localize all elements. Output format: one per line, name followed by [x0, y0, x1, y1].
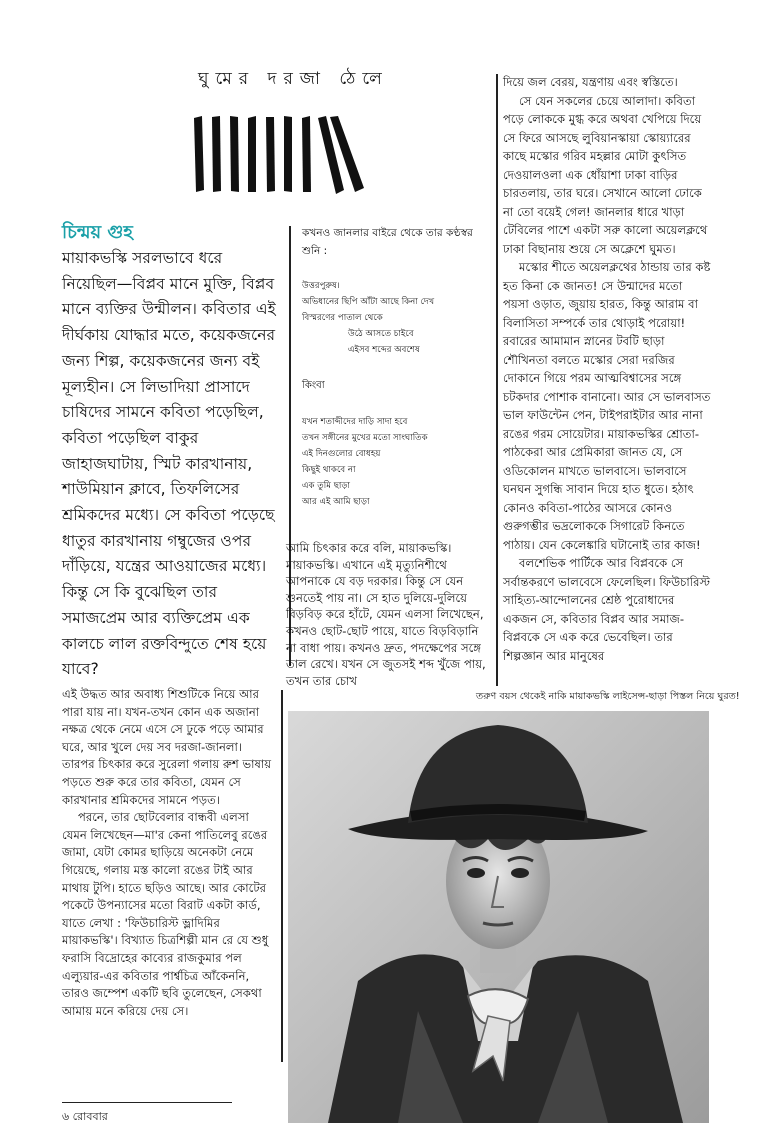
portrait-photo: [288, 711, 709, 1123]
column2-body: আমি চিৎকার করে বলি, মায়াকভস্কি। মায়াকভস্কি। এখানে এই মৃত্যুনিশীথে আপনাকে যে বড় দরকার। কিন্তু সে যেন শুনতেই পায় না। সে হাত দুলিয়ে-দুলিয়ে বিড়বিড় করে হাঁটে, যেমন এলসা লিখেছেন, কখনও ছোট-ছোট পায়ে, যাতে বিড়বিড়ানি না বাধা পায়। কখনও দ্রুত, পদক্ষেপের সঙ্গে তাল রেখে। যখন সে জুতসই শব্দ খুঁজে পায়, তখন তার চোখ: [286, 541, 486, 688]
poem-line: এক তুমি ছাড়া: [302, 481, 351, 491]
photo-caption: তরুণ বয়স থেকেই নাকি মায়াকভস্কি লাইসেন্স-ছাড়া পিস্তল নিয়ে ঘুরত!: [476, 691, 740, 702]
column-rule-middle: [496, 74, 498, 686]
poem-line: এই দিনগুলোর বোধহয়: [302, 449, 381, 459]
paragraph: দিয়ে জল বেরয়, যন্ত্রণায় এবং স্বস্তিতে।: [503, 75, 678, 89]
paragraph: পরনে, তার ছোটবেলার বান্ধবী এলসা যেমন লিখেছেন—মা'র কেনা পাতিলেবু রঙের জামা, যেটা কোমর ছাড়িয়ে অনেকটা নেমে গিয়েছে, গলায় মস্ত কালো রঙের টাই আর মাথায় টুপি। হাতে ছড়িও আছে। আর কোটের পকেটে উপন্যাসের মতো বিরাট একটা কার্ড, যাতে লেখা : 'ফিউচারিস্ট ভ্লাদিমির মায়াকভস্কি'। বিখ্যাত চিত্রশিল্পী মান রে যে শুধু ফরাসি বিদ্রোহের কাব্যের রাজকুমার পল এল্যুয়ার-এর কবিতার পার্শ্বচিত্র আঁকেননি, তারও জম্পেশ একটি ছবি তুলেছেন, সেকথা আমায় মনে করিয়ে দেয় সে।: [62, 810, 269, 1018]
paragraph: এই উদ্ধত আর অবাধ্য শিশুটিকে নিয়ে আর পারা যায় না। যখন-তখন কোন এক অজানা নক্ষত্র থেকে নেমে এসে সে ঢুকে পড়ে আমার ঘরে, আর খুলে দেয় সব দরজা-জানলা। তারপর চিৎকার করে সুরেলা গলায় রুশ ভাষায় পড়তে শুরু করে তার কবিতা, যেমন সে কারখানার শ্রমিকদের সামনে পড়ত।: [62, 687, 272, 807]
poem-line: তখন সঙ্গীনের মুখের মতো সাংঘাতিক: [302, 433, 428, 443]
poem-one: [302, 278, 434, 358]
lead-paragraph: মায়াকভস্কি সরলভাবে ধরে নিয়েছিল—বিপ্লব মানে মুক্তি, বিপ্লব মানে ব্যক্তির উন্মীলন। কবিতার এই দীর্ঘকায় যোদ্ধার মতে, কয়েকজনের জন্য শিল্প, কয়েকজনের জন্য বই মূল্যহীন। সে লিভাদিয়া প্রাসাদে চাষিদের সামনে কবিতা পড়েছিল, কবিতা পড়েছিল বাকুর জাহাজঘাটায়, স্মিট কারখানায়, শাউমিয়ান ক্লাবে, তিফলিসের শ্রমিকদের মধ্যে। সে কবিতা পড়েছে ধাতুর কারখানায় গম্বুজের ওপর দাঁড়িয়ে, যন্ত্রের আওয়াজের মধ্যে। কিন্তু সে কি বুঝেছিল তার সমাজপ্রেম আর ব্যক্তিপ্রেম এক কালচে লাল রক্তবিন্দুতে শেষ হয়ে যাবে?: [62, 249, 276, 679]
author-name: চিন্ময় গুহ: [62, 222, 133, 243]
column1-text: [62, 686, 276, 1020]
column3-text: [503, 73, 711, 665]
paragraph: মস্কোর শীতে অয়েলক্লথের ঠান্ডায় তার কষ্ট হত কিনা কে জানত! সে উন্মাদের মতো পয়সা ওড়াত, জুয়ায় হারত, কিন্তু আরাম বা বিলাসিতা সম্পর্কে তার থোড়াই পরোয়া! রবারের আমামান স্নানের টবটি ছাড়া শৌখিনতা বলতে মস্কোর সেরা দরজির দোকানে গিয়ে পরম আত্মবিশ্বাসের সঙ্গে চটকদার পোশাক বানানো। আর সে ভালবাসত ভাল ফাউন্টেন পেন, টাইপরাইটার আর নানা রঙের গরম সোয়েটার। মায়াকভস্কির শ্রোতা-পাঠকেরা আর প্রেমিকারা জানত যে, সে ওডিকোলন মাখতে ভালবাসে। ভালবাসে ঘনঘন সুগন্ধি সাবান দিয়ে হাত ধুতে। হঠাৎ কোনও কবিতা-পাঠের আসরে কোনও গুরুগম্ভীর ভদ্রলোককে সিগারেট কিনতে পাঠায়। যেন কেলেঙ্কারি ঘটানোই তার কাজ!: [503, 260, 711, 552]
poem-separator: কিংবা: [302, 380, 325, 391]
column2-intro: কখনও জানলার বাইরে থেকে তার কণ্ঠস্বর শুনি :: [302, 227, 473, 257]
series-title: ঘুমের দরজা ঠেলে: [198, 69, 389, 89]
poem-line: কিছুই থাকবে না: [302, 465, 356, 475]
poem-two: [302, 414, 428, 510]
column-rule-left-lower: [281, 690, 283, 1062]
paragraph: সে যেন সকলের চেয়ে আলাদা। কবিতা পড়ে লোককে মুগ্ধ করে অথবা খেপিয়ে দিয়ে সে ফিরে আসছে লুবিয়ানস্কায়া স্কোয়্যারের কাছে মস্কোর গরিব মহল্লার মোটা কুৎসিত দেওয়ালওলা এক ধোঁয়াশা ঢাকা বাড়ির চারতলায়, তার ঘরে। সেখানে আলো ঢোকে না তো বয়েই গেল! জানলার ধারে খাড়া টেবিলের পাশে একটা সরু কালো অয়েলক্লথে ঢাকা বিছানায় শুয়ে সে অক্লেশে ঘুমত।: [503, 93, 708, 256]
folio-rule: [62, 1102, 232, 1103]
poem-line: বিস্মরণের পাতাল থেকে: [302, 313, 383, 323]
page-folio: ৬ রোববার: [62, 1110, 108, 1123]
poem-line: উত্তরপুরুষ।: [302, 281, 340, 291]
poem-line: এইসব শব্দের অবশেষ: [348, 345, 420, 355]
poem-line: অভিধানের ছিপি আঁটা আছে কিনা দেখ: [302, 297, 435, 307]
poem-line: আর এই আমি ছাড়া: [302, 497, 370, 507]
poem-line: উঠে আসতে চাইবে: [348, 329, 414, 339]
poem-line: যখন শতাব্দীদের দাড়ি সাদা হবে: [302, 417, 408, 427]
paragraph: বলশেভিক পার্টিকে আর বিপ্লবকে সে সর্বান্তকরণে ভালবেসে ফেলেছিল। ফিউচারিস্ট সাহিত্য-আন্দোলনের শ্রেষ্ঠ পুরোধাদের একজন সে, কবিতার বিপ্লব আর সমাজ-বিপ্লবকে সে এক করে ভেবেছিল। তার শিল্পজ্ঞান আর মানুষের: [503, 556, 711, 663]
series-logo: [188, 112, 388, 198]
